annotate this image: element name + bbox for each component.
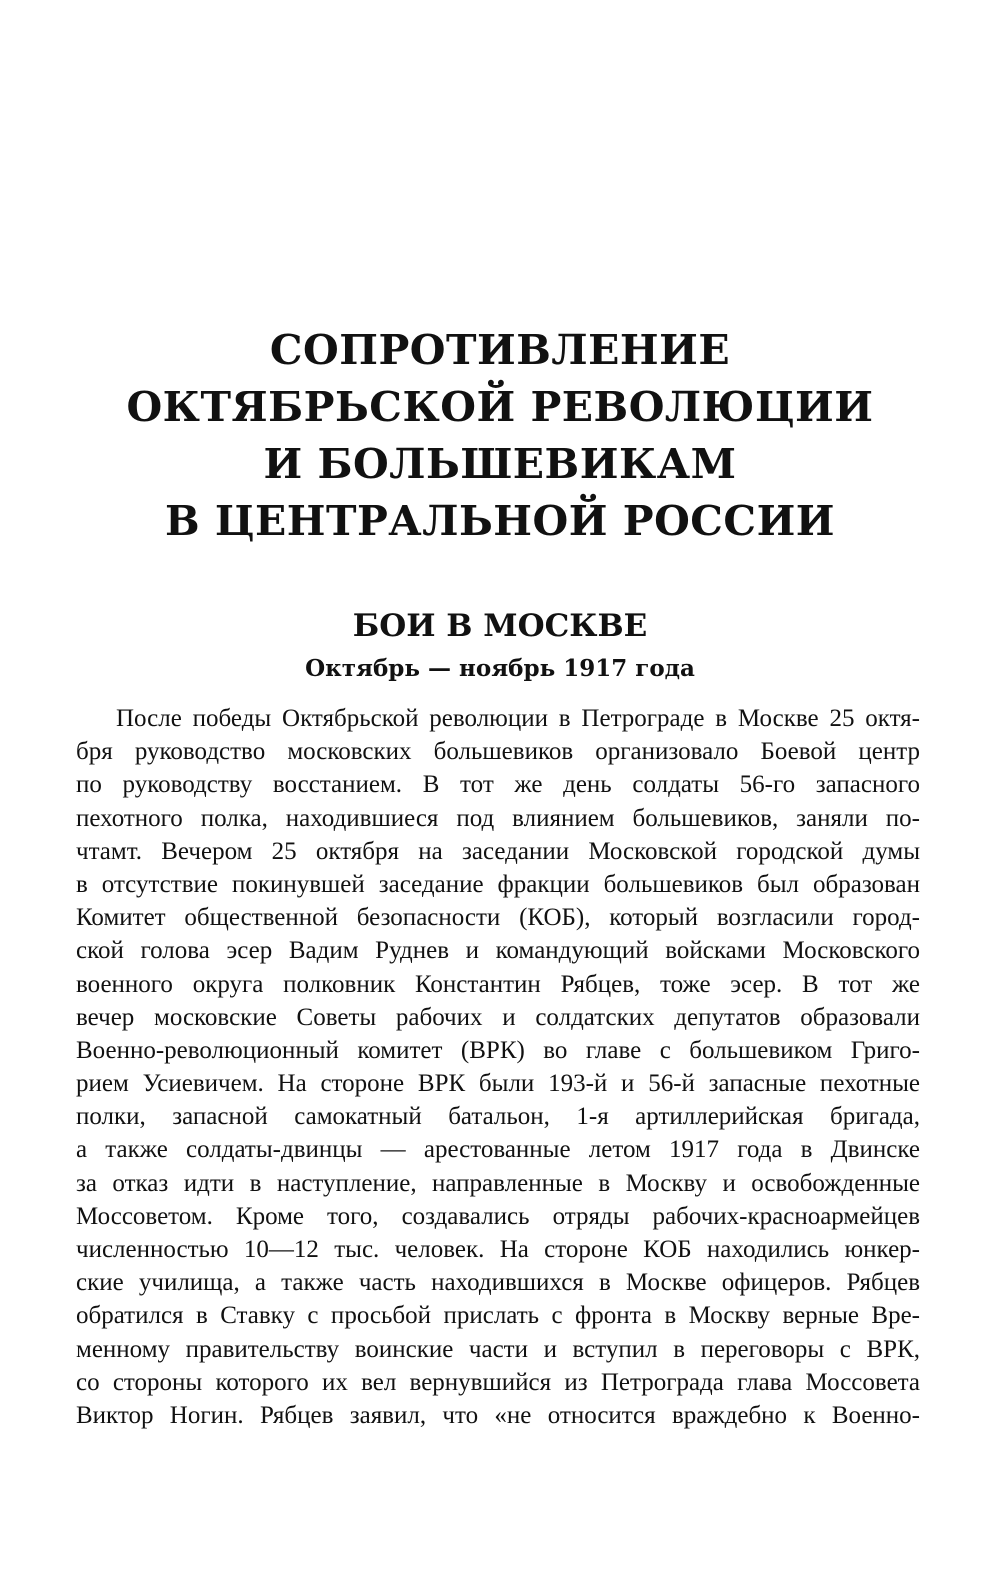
text-line: менному правительству воинские части и вступил в переговоры с ВРК, [76,1335,920,1363]
text-line: со стороны которого их вел вернувшийся из Петрограда глава Моссовета [76,1368,920,1396]
section-subtitle: Октябрь — ноябрь 1917 года [305,655,695,682]
chapter-title-line: И БОЛЬШЕВИКАМ [263,440,737,488]
text-line: рием Усиевичем. На стороне ВРК были 193-й и 56-й запасные пехотные [76,1070,920,1098]
text-line: После победы Октябрьской революции в Петрограде в Москве 25 октя- [116,705,920,732]
text-line: а также солдаты-двинцы — арестованные летом 1917 года в Двинске [76,1136,920,1164]
text-line: бря руководство московских большевиков организовало Боевой центр [76,738,920,766]
text-line: численностью 10—12 тыс. человек. На стороне КОБ находились юнкер- [76,1236,920,1263]
text-line: ские училища, а также часть находившихся в Москве офицеров. Рябцев [76,1269,920,1297]
chapter-title-line: ОКТЯБРЬСКОЙ РЕВОЛЮЦИИ [126,383,874,431]
text-line: обратился в Ставку с просьбой прислать с фронта в Москву верные Вре- [76,1302,920,1330]
body-paragraph [76,702,920,1432]
text-line: Виктор Ногин. Рябцев заявил, что «не относится враждебно к Военно- [76,1401,920,1429]
text-line: военного округа полковник Константин Рябцев, тоже эсер. В тот же [76,970,920,998]
text-line: пехотного полка, находившиеся под влиянием большевиков, заняли по- [76,804,920,832]
text-line: чтамт. Вечером 25 октября на заседании Московской городской думы [76,837,920,865]
text-line: Моссоветом. Кроме того, создавались отряды рабочих-красноармейцев [76,1202,920,1230]
text-line: Военно-революционный комитет (ВРК) во главе с большевиком Григо- [76,1036,920,1064]
text-line: Комитет общественной безопасности (КОБ), который возгласили город- [76,904,920,932]
section-title: БОИ В МОСКВЕ [352,608,648,644]
chapter-title-line: СОПРОТИВЛЕНИЕ [269,326,731,374]
text-line: полки, запасной самокатный батальон, 1-я артиллерийская бригада, [76,1103,920,1131]
chapter-title [0,322,1000,550]
text-line: за отказ идти в наступление, направленные в Москву и освобожденные [76,1169,920,1197]
text-line: вечер московские Советы рабочих и солдатских депутатов образовали [76,1003,920,1031]
text-line: ской голова эсер Вадим Руднев и командующий войсками Московского [76,937,920,965]
chapter-title-line: В ЦЕНТРАЛЬНОЙ РОССИИ [164,497,836,545]
text-line: по руководству восстанием. В тот же день солдаты 56-го запасного [76,771,920,799]
text-line: в отсутствие покинувшей заседание фракции большевиков был образован [76,870,920,898]
